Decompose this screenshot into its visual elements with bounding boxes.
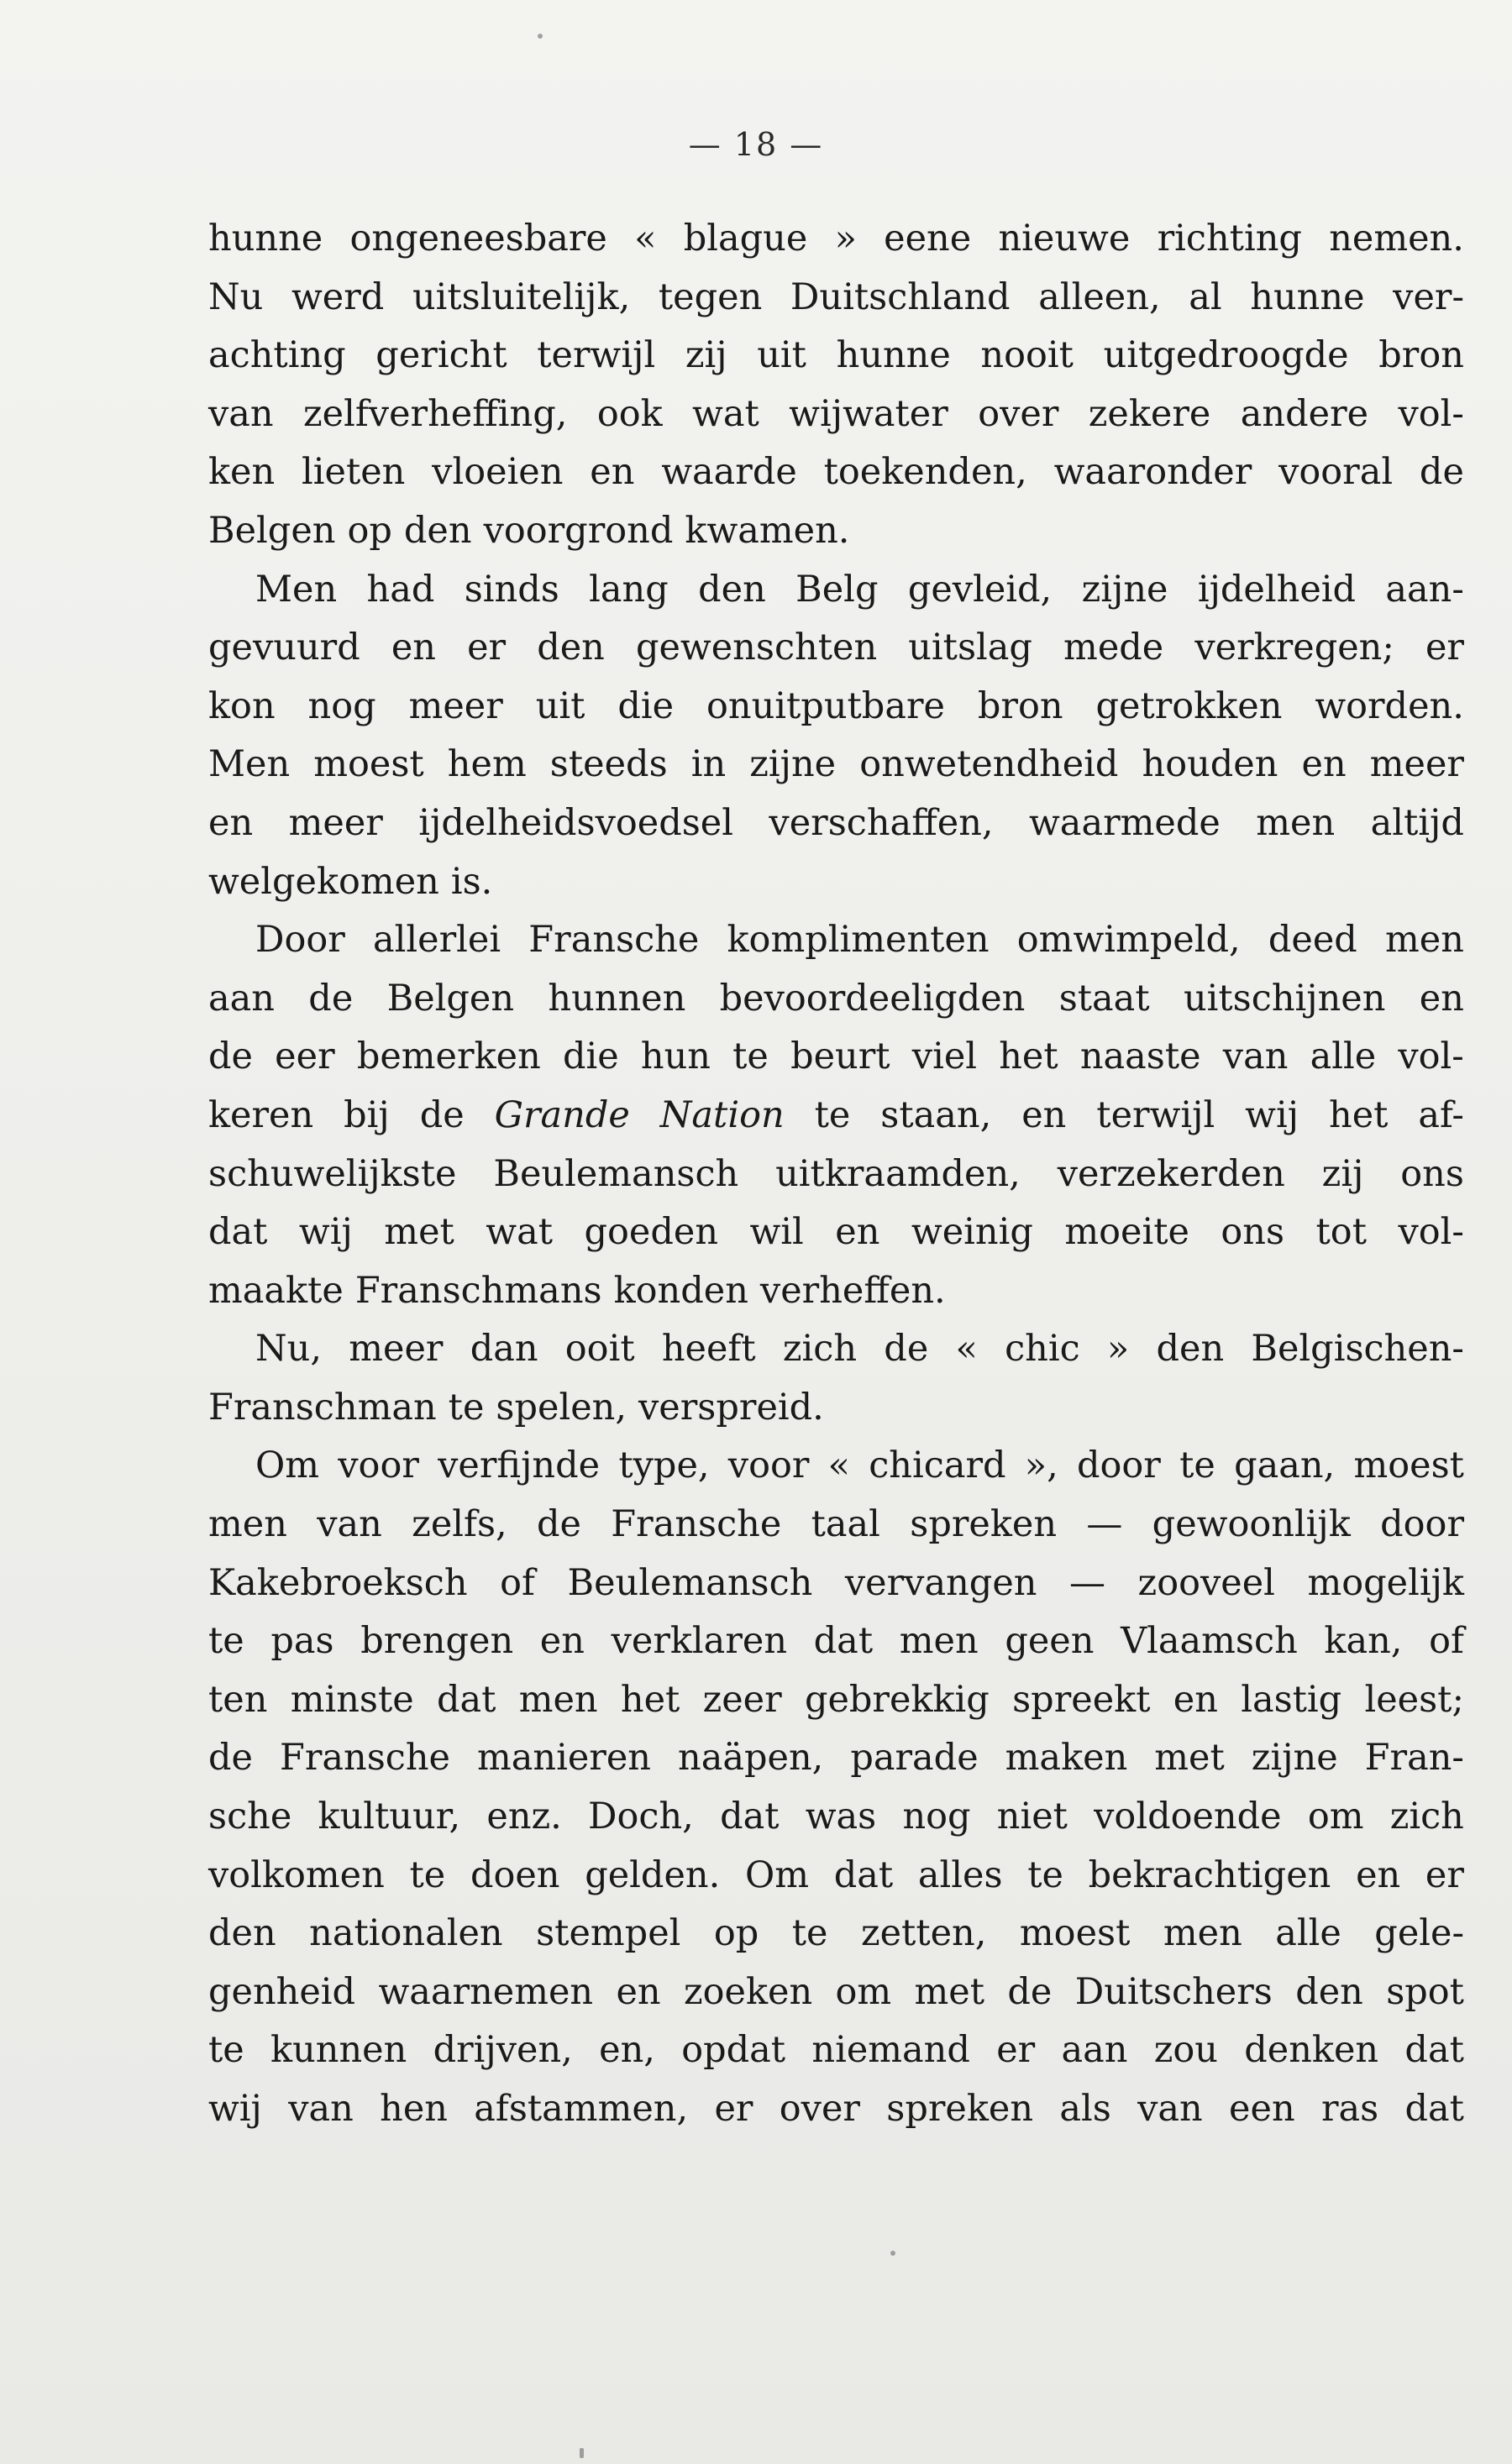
page-number: — 18 —: [688, 126, 824, 163]
text-line: Nu, meer dan ooit heeft zich de « chic » den Belgischen-: [255, 1328, 1464, 1371]
paper-speck: [890, 2251, 895, 2256]
text-line: achting gericht terwijl zij uit hunne nooit uitgedroogde bron: [208, 334, 1464, 377]
text-line: Men had sinds lang den Belg gevleid, zijne ijdelheid aan-: [255, 568, 1464, 611]
text-line: den nationalen stempel op te zetten, moest men alle gele-: [208, 1912, 1464, 1955]
text-line: sche kultuur, enz. Doch, dat was nog niet voldoende om zich: [208, 1796, 1464, 1838]
text-line: de eer bemerken die hun te beurt viel het naaste van alle vol-: [208, 1035, 1464, 1078]
text-line: Nu werd uitsluitelijk, tegen Duitschland alleen, al hunne ver-: [208, 275, 1464, 318]
text-line: men van zelfs, de Fransche taal spreken — gewoonlijk door: [208, 1503, 1464, 1546]
text-line: de Fransche manieren naäpen, parade maken met zijne Fran-: [208, 1737, 1464, 1780]
text-line: wij van hen afstammen, er over spreken als van een ras dat: [208, 2088, 1464, 2130]
text-line: hunne ongeneesbare « blague » eene nieuwe richting nemen.: [208, 218, 1464, 260]
body-text: [208, 210, 1464, 2139]
text-line: kon nog meer uit die onuitputbare bron getrokken worden.: [208, 684, 1464, 727]
text-line: schuwelijkste Beulemansch uitkraamden, verzekerden zij ons: [208, 1152, 1464, 1195]
text-line: te kunnen drijven, en, opdat niemand er aan zou denken dat: [208, 2029, 1464, 2072]
text-line: Door allerlei Fransche komplimenten omwimpeld, deed men: [255, 919, 1464, 962]
text-line: te pas brengen en verklaren dat men geen Vlaamsch kan, of: [208, 1620, 1464, 1663]
text-line: Om voor verfijnde type, voor « chicard », door te gaan, moest: [255, 1444, 1464, 1487]
text-line: ken lieten vloeien en waarde toekenden, waaronder vooral de: [208, 451, 1464, 494]
text-line: volkomen te doen gelden. Om dat alles te bekrachtigen en er: [208, 1853, 1464, 1896]
text-line: keren bij de Grande Nation te staan, en terwijl wij het af-: [208, 1093, 1464, 1136]
text-line: welgekomen is.: [208, 860, 493, 903]
text-line: dat wij met wat goeden wil en weinig moeite ons tot vol-: [208, 1211, 1464, 1254]
text-line: en meer ijdelheidsvoedsel verschaffen, waarmede men altijd: [208, 801, 1464, 844]
text-line: genheid waarnemen en zoeken om met de Duitschers den spot: [208, 1970, 1464, 2013]
text-line: Kakebroeksch of Beulemansch vervangen — zooveel mogelijk: [208, 1561, 1464, 1604]
text-line: ten minste dat men het zeer gebrekkig spreekt en lastig leest;: [208, 1678, 1464, 1721]
text-line: Franschman te spelen, verspreid.: [208, 1386, 824, 1429]
paper-speck: [580, 2448, 584, 2458]
text-line: gevuurd en er den gewenschten uitslag mede verkregen; er: [208, 626, 1464, 669]
text-line: Belgen op den voorgrond kwamen.: [208, 509, 850, 552]
paper-speck: [538, 34, 543, 39]
text-line: maakte Franschmans konden verheffen.: [208, 1269, 946, 1312]
text-line: van zelfverheffing, ook wat wijwater over zekere andere vol-: [208, 392, 1464, 435]
text-line: Men moest hem steeds in zijne onwetendheid houden en meer: [208, 743, 1464, 786]
text-line: aan de Belgen hunnen bevoordeeligden staat uitschijnen en: [208, 977, 1464, 1020]
